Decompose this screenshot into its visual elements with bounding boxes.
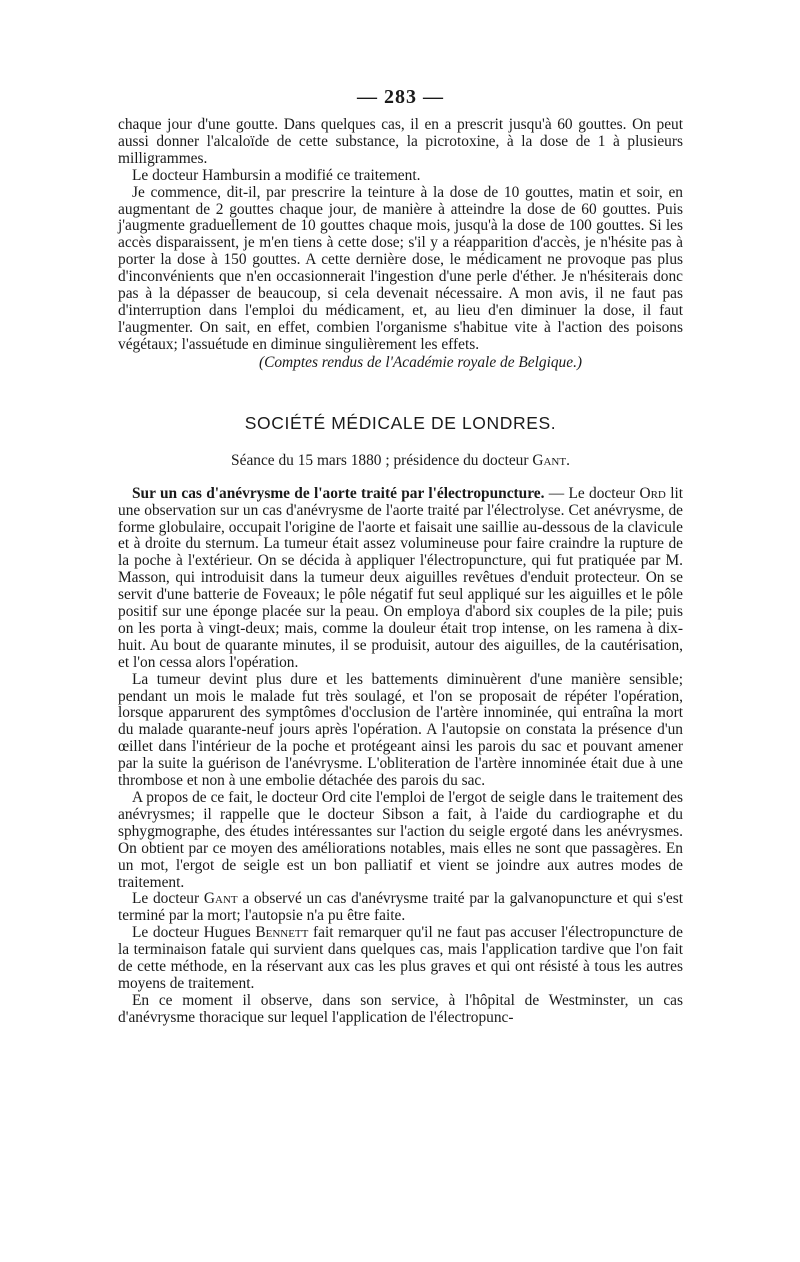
article-p5-a: Le docteur Hugues	[132, 924, 251, 942]
citation: (Comptes rendus de l'Académie royale de Belgique.)	[258, 353, 583, 371]
doctor-gant: Gant	[203, 890, 238, 908]
document-page	[118, 86, 683, 1027]
article-paragraph-2: La tumeur devint plus dure et les battements diminuèrent d'une manière sensible; pendant un mois le malade fut très soulagé, et l'on se proposait de répéter l'opération, lorsque apparurent des symptômes d'occlusion de l'artère innominée, qui entraîna la mort du malade quarante-neuf jours après l'opération. A l'autopsie on constata la présence d'un œillet dans l'intérieur de la poche et protégeant ainsi les parois du sac et pouvant amener par la suite la guérison de l'anévrysme. L'obliteration de l'artère innominée était due à une thrombose et non à une embolie détachée des parois du sac.	[118, 670, 683, 790]
article-paragraph-6: En ce moment il observe, dans son service, à l'hôpital de Westminster, un cas d'anévrysme thoracique sur lequel l'application de l'électropunc-	[118, 991, 683, 1026]
page-number: — 283 —	[357, 86, 444, 108]
section-heading: SOCIÉTÉ MÉDICALE DE LONDRES.	[244, 412, 557, 433]
article-p4-a: Le docteur	[132, 890, 200, 908]
article-paragraph-3: A propos de ce fait, le docteur Ord cite l'emploi de l'ergot de seigle dans le traitement des anévrysmes; il rappelle que le docteur Sibson a fait, à l'aide du cardiographe et du sphygmographe, des études intéressantes sur l'action du seigle ergoté dans les anévrysmes. On obtient par ce moyen des améliorations notables, mais elles ne sont que passagères. En un mot, l'ergot de seigle est un bon palliatif et vient se joindre aux autres modes de traitement.	[118, 789, 683, 891]
opening-paragraph-3: Je commence, dit-il, par prescrire la teinture à la dose de 10 gouttes, matin et soir, en augmentant de 2 gouttes chaque jour, de manière à atteindre la dose de 60 gouttes. Puis j'augmente graduellement de 10 gouttes chaque mois, jusqu'à la dose de 100 gouttes. Si les accès disparaissent, je m'en tiens à cette dose; s'il y a réapparition d'accès, je n'hésite pas à porter la dose à 150 gouttes. A cette dernière dose, le médicament ne provoque pas plus d'inconvénients que n'en occasionnerait l'ingestion d'une perle d'éther. Je n'hésiterais donc pas à la dépasser de beaucoup, si cela devenait nécessaire. A mon avis, il ne faut pas d'interruption dans l'emploi du médicament, et, au lieu d'en diminuer la dose, il faut l'augmenter. On sait, en effet, combien l'organisme s'habitue vite à l'action des poisons végétaux; l'assuétude en diminue singulièrement les effets.	[118, 183, 683, 353]
session-president: Gant.	[532, 451, 570, 469]
article-paragraph-4	[118, 891, 683, 925]
opening-paragraph-1: chaque jour d'une goutte. Dans quelques cas, il en a prescrit jusqu'à 60 gouttes. On peut aussi donner l'alcaloïde de cette substance, la picrotoxine, à la dose de 1 à plusieurs milligrammes.	[118, 116, 683, 167]
session-prefix: Séance du 15 mars 1880 ; présidence du docteur	[231, 451, 529, 469]
opening-paragraph-2: Le docteur Hambursin a modifié ce traitement.	[132, 166, 421, 184]
session-line	[118, 452, 683, 470]
doctor-ord: Ord	[639, 484, 666, 502]
article-paragraph-5	[118, 925, 683, 993]
article-p1-a: — Le docteur	[548, 484, 636, 502]
article-paragraph-1	[118, 486, 683, 672]
article-title: Sur un cas d'anévrysme de l'aorte traité par l'électropuncture.	[132, 484, 545, 502]
article-p4-b: a observé un cas d'anévrysme traité par la galvanopuncture et qui s'est terminé par la mort; l'autopsie n'a pu être faite.	[118, 890, 683, 925]
article-p5-b: fait remarquer qu'il ne faut pas accuser l'électropuncture de la terminaison fatale qui survient dans quelques cas, mais l'application tardive que l'on fait de cette méthode, en la réservant aux cas les plus graves et qui ont résisté à tous les autres moyens de traitement.	[118, 924, 683, 992]
article-p1-b: lit une observation sur un cas d'anévrysme de l'aorte traité par l'électrolyse. Cet anévrysme, de forme globulaire, occupait l'origine de l'aorte et faisait une saillie au-dessous de la clavicule et à droite du sternum. La tumeur était assez volumineuse pour faire craindre la rupture de la poche à l'extérieur. On se décida à appliquer l'électropuncture, qui fut pratiquée par M. Masson, qui introduisit dans la tumeur deux aiguilles revêtues d'enduit protecteur. On se servit d'une batterie de Foveaux; le pôle négatif fut seul appliqué sur les aiguilles et le pôle positif sur une éponge placée sur la peau. On employa d'abord six couples de la pile; puis on les porta à vingt-deux; mais, comme la douleur était trop intense, on les ramena à dix-huit. Au bout de quarante minutes, il se produisit, autour des aiguilles, de la cautérisation, et l'on cessa alors l'opération.	[118, 484, 684, 671]
doctor-bennett: Bennett	[255, 924, 309, 942]
